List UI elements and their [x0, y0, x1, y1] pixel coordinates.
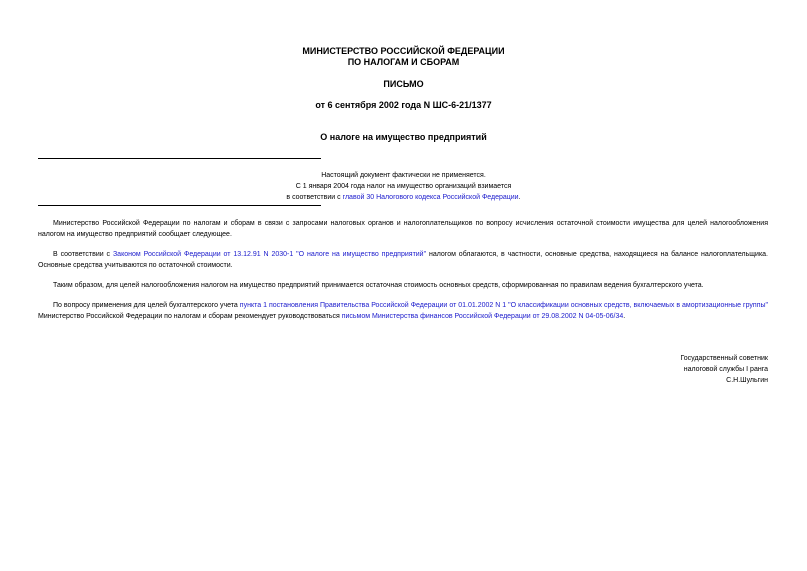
status-note-line-3 [0, 192, 807, 203]
divider-top [38, 158, 321, 159]
signature-title-1: Государственный советник [680, 355, 768, 362]
law-2030-1-link[interactable]: Законом Российской Федерации от 13.12.91 N 2030-1 "О налоге на имущество предприятий" [112, 251, 427, 258]
paragraph-4-prefix: По вопросу применения для целей бухгалтерского учета [53, 302, 240, 309]
status-note-prefix: в соответствии с [286, 194, 343, 201]
document-type: ПИСЬМО [383, 79, 424, 89]
paragraph-2-suffix: налогом облагаются, в частности, основные средства, находящиеся на балансе налогоплательщика. Основные средства учитываются по остаточной стоимости. [38, 251, 768, 269]
paragraph-2 [38, 250, 768, 271]
status-note-line-1: Настоящий документ фактически не применяется. [321, 172, 486, 179]
paragraph-3: Таким образом, для целей налогообложения налогом на имущество предприятий принимается остаточная стоимость основных средств, сформированная по правилам ведения бухгалтерского учета. [53, 282, 704, 289]
minfin-letter-link[interactable]: письмом Министерства финансов Российской Федерации от 29.08.2002 N 04-05-06/34 [341, 312, 624, 320]
signature-name: С.Н.Шульгин [726, 377, 768, 384]
tax-code-chapter-30-link[interactable]: главой 30 Налогового кодекса Российской Федерации [342, 194, 519, 201]
ministry-line-1: МИНИСТЕРСТВО РОССИЙСКОЙ ФЕДЕРАЦИИ [302, 46, 505, 56]
document-subject: О налоге на имущество предприятий [320, 132, 487, 142]
signature-title-2: налоговой службы I ранга [683, 366, 768, 373]
ministry-line-2: ПО НАЛОГАМ И СБОРАМ [347, 57, 460, 67]
paragraph-4 [38, 301, 768, 322]
document-date-number: от 6 сентября 2002 года N ШС-6-21/1377 [315, 100, 492, 110]
paragraph-1: Министерство Российской Федерации по налогам и сборам в связи с запросами налоговых органов и налогоплательщиков по вопросу исчисления остаточной стоимости имущества для целей налогообложения налогом на имущество предприятий сообщает следующее. [38, 220, 768, 238]
government-decree-link[interactable]: пункта 1 постановления Правительства Российской Федерации от 01.01.2002 N 1 "О классификации основных средств, включаемых в амортизационные группы" [239, 302, 769, 309]
paragraph-2-prefix: В соответствии с [53, 251, 113, 258]
paragraph-4-suffix: . [623, 312, 626, 320]
divider-bottom [38, 205, 321, 206]
paragraph-4-middle: Министерство Российской Федерации по налогам и сборам рекомендует руководствоваться [38, 312, 342, 320]
status-note-suffix: . [518, 194, 521, 201]
status-note-line-2: С 1 января 2004 года налог на имущество организаций взимается [295, 183, 512, 190]
